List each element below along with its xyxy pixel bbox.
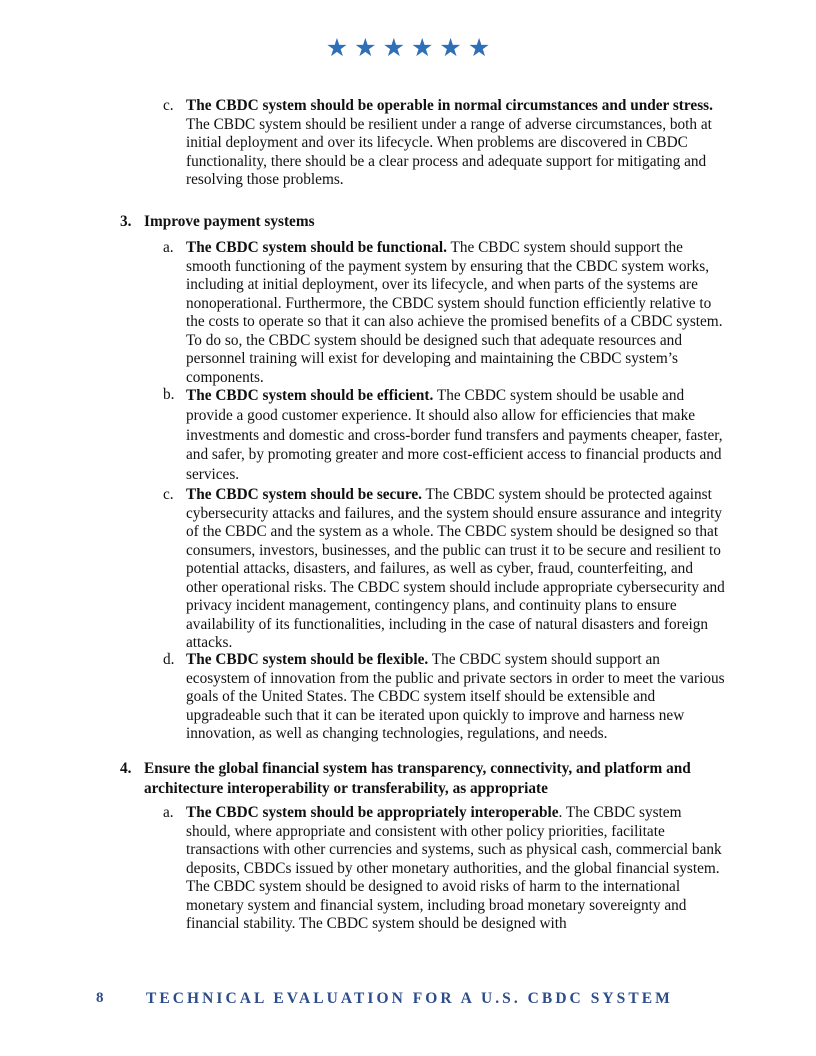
list-marker: c. [163,97,174,114]
list-item-body [186,239,726,387]
item-lead: The CBDC system should be appropriately interoperable [186,804,559,821]
star-icon: ★ [467,33,491,62]
item-lead: The CBDC system should be functional. [186,239,447,256]
page-number: 8 [96,990,104,1006]
list-marker: d. [163,651,175,668]
section-number: 4. [120,760,132,777]
item-lead: The CBDC system should be flexible. [186,651,429,668]
item-text: The CBDC system should be resilient under a range of adverse circumstances, both at initial deployment and over its lifecycle. When problems are discovered in CBDC functionality, there should be a clear process and adequate support for mitigating and resolving those problems. [186,115,712,188]
list-marker: b. [163,386,175,403]
item-text: The CBDC system should be protected against cybersecurity attacks and failures, and the system should ensure assurance and integrity of the CBDC and the system as a whole. The CBDC system should be designed so that consumers, investors, businesses, and the public can trust it to be secure and resilient to potential attacks, disasters, and failures, as well as cyber, fraud, counterfeiting, and other operational risks. The CBDC system should include appropriate cybersecurity and privacy incident management, contingency plans, and continuity plans to ensure availability of its functionalities, including in the case of natural disasters and foreign attacks. [186,486,725,651]
list-marker: a. [163,804,174,821]
footer-title: TECHNICAL EVALUATION FOR A U.S. CBDC SYSTEM [146,990,673,1007]
item-text: The CBDC system should be usable and provide a good customer experience. It should also allow for efficiencies that make investments and domestic and cross-border fund transfers and payments cheaper, faster, and safer, by promoting greater and more cost-efficient access to financial products and services. [186,387,723,484]
list-item-body [186,486,726,653]
list-marker: c. [163,486,174,503]
star-icon: ★ [382,33,405,62]
star-icon: ★ [411,33,434,62]
section-title: Ensure the global financial system has transparency, connectivity, and platform and architecture interoperability or transferability, as appropriate [144,760,691,797]
star-icon: ★ [439,33,462,62]
item-lead: The CBDC system should be efficient. [186,387,434,404]
star-icon: ★ [354,33,377,62]
item-text: . The CBDC system should, where appropriate and consistent with other policy priorities, facilitate transactions with other currencies and systems, such as physical cash, commercial bank deposits, CBDCs issued by other monetary authorities, and the global financial system. The CBDC system should be designed to avoid risks of harm to the international monetary system and financial system, including broad monetary sovereignty and financial stability. The CBDC system should be designed with [186,804,722,932]
list-marker: a. [163,239,174,256]
list-item-body [186,804,726,934]
list-item-body [186,386,726,485]
section-number: 3. [120,213,132,230]
list-item-body [186,651,726,744]
item-lead: The CBDC system should be operable in normal circumstances and under stress. [186,97,713,114]
item-lead: The CBDC system should be secure. [186,486,422,503]
star-icon: ★ [325,33,349,62]
item-text: The CBDC system should support the smooth functioning of the payment system by ensuring that the CBDC system works, including at initial deployment, over its lifecycle, and when parts of the systems are nonoperational. Furthermore, the CBDC system should function efficiently relative to the costs to operate so that it can also achieve the promised benefits of a CBDC system. To do so, the CBDC system should be designed such that adequate resources and personnel training will exist for developing and maintaining the CBDC system’s components. [186,239,723,386]
item-text: The CBDC system should support an ecosystem of innovation from the public and private sectors in order to meet the various goals of the United States. The CBDC system itself should be extensible and upgradeable such that it can be iterated upon quickly to improve and harness new innovation, as well as changing technologies, regulations, and needs. [186,651,725,742]
list-item-body [186,97,726,190]
header-stars [0,34,816,62]
section-title: Improve payment systems [144,213,315,230]
